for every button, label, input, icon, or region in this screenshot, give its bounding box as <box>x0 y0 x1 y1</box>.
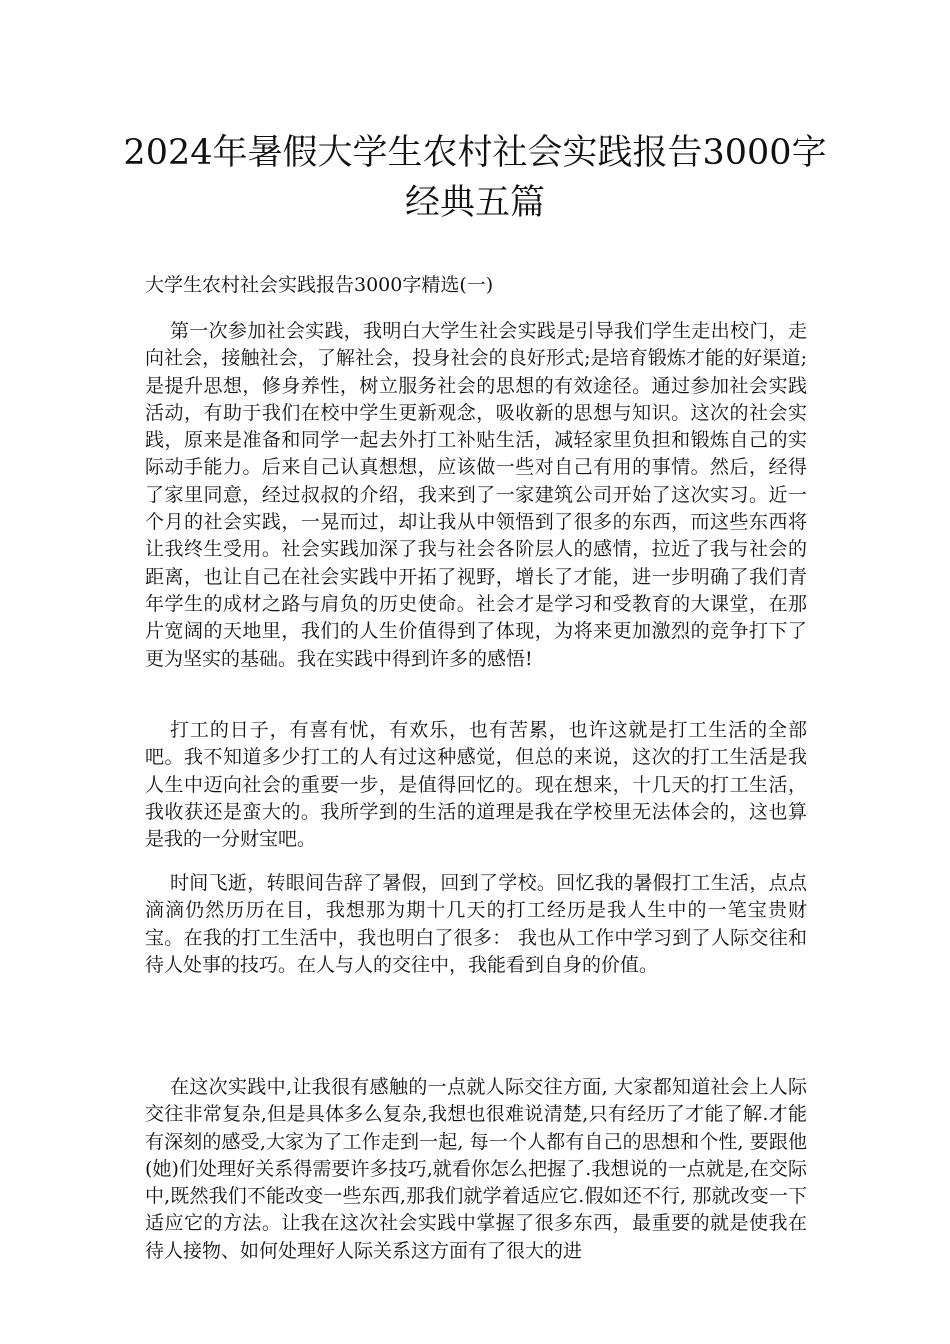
paragraph-4: 在这次实践中,让我很有感触的一点就人际交往方面, 大家都知道社会上人际交往非常复杂,但是具体多么复杂,我想也很难说清楚,只有经历了才能了解.才能有深刻的感受,大家为了工作走到一起, 每一个人都有自己的思想和个性, 要跟他(她)们处理好关系得需要许多技巧,就看你怎么把握了.我想说的一点就是,在交际中,既然我们不能改变一些东西,那我们就学着适应它.假如还不行, 那就改变一下适应它的方法。让我在这次社会实践中掌握了很多东西，最重要的就是使我在待人接物、如何处理好人际关系这方面有了很大的进 <box>145 1076 807 1262</box>
paragraph-2: 打工的日子，有喜有忧，有欢乐，也有苦累，也许这就是打工生活的全部吧。我不知道多少打工的人有过这种感觉，但总的来说，这次的打工生活是我人生中迈向社会的重要一步，是值得回忆的。现在想来，十几天的打工生活，我收获还是蛮大的。我所学到的生活的道理是我在学校里无法体会的，这也算是我的一分财宝吧。 <box>145 719 807 851</box>
section-heading: 大学生农村社会实践报告3000字精选(一) <box>145 274 494 296</box>
document-title: 2024年暑假大学生农村社会实践报告3000字经典五篇 <box>123 133 827 223</box>
paragraph-1: 第一次参加社会实践，我明白大学生社会实践是引导我们学生走出校门，走向社会，接触社会，了解社会，投身社会的良好形式;是培育锻炼才能的好渠道;是提升思想，修身养性，树立服务社会的思想的有效途径。通过参加社会实践活动，有助于我们在校中学生更新观念，吸收新的思想与知识。这次的社会实践，原来是准备和同学一起去外打工补贴生活，减轻家里负担和锻炼自己的实际动手能力。后来自己认真想想，应该做一些对自己有用的事情。然后，经得了家里同意，经过叔叔的介绍，我来到了一家建筑公司开始了这次实习。近一个月的社会实践，一晃而过，却让我从中领悟到了很多的东西，而这些东西将让我终生受用。社会实践加深了我与社会各阶层人的感情，拉近了我与社会的距离，也让自己在社会实践中开拓了视野，增长了才能，进一步明确了我们青年学生的成材之路与肩负的历史使命。社会才是学习和受教育的大课堂，在那片宽阔的天地里，我们的人生价值得到了体现，为将来更加激烈的竞争打下了更为坚实的基础。我在实践中得到许多的感悟! <box>145 320 807 670</box>
paragraph-3: 时间飞逝，转眼间告辞了暑假，回到了学校。回忆我的暑假打工生活，点点滴滴仍然历历在目，我想那为期十几天的打工经历是我人生中的一笔宝贵财宝。在我的打工生活中，我也明白了很多： 我也从工作中学习到了人际交往和待人处事的技巧。在人与人的交往中，我能看到自身的价值。 <box>145 872 807 976</box>
